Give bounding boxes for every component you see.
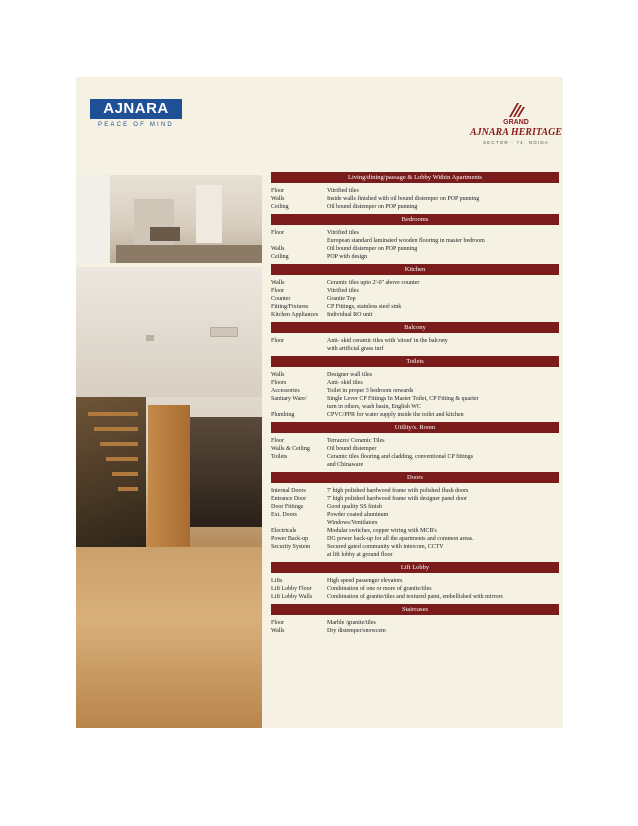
spec-label: Floor: [271, 338, 285, 344]
spec-label: Walls & Ceiling: [271, 446, 310, 452]
brand-emblem-icon: [509, 103, 525, 117]
section-header: Balcony: [271, 322, 559, 333]
spec-value: Single Lever CP Fittings In Master Toilet, CP Fitting & quarter: [327, 396, 479, 402]
spec-value: with artificial grass turf: [327, 346, 384, 352]
spec-row: [271, 187, 559, 195]
spec-value: Combination of one or more of granite/tiles: [327, 586, 432, 592]
spec-value: Granite Top: [327, 296, 356, 302]
spec-value: 7' high polished hardwood frame with polished flush doors: [327, 488, 469, 494]
spec-value: CP Fittings, stainless steel sink: [327, 304, 402, 310]
spec-value: Anti- skid tiles: [327, 380, 363, 386]
living-room-photo: [76, 175, 262, 263]
spec-label: Ext. Doors: [271, 512, 297, 518]
spec-row: [271, 577, 559, 585]
spec-row: [271, 519, 559, 527]
spec-row: [271, 279, 559, 287]
spec-row: [271, 295, 559, 303]
brand-name: AJNARA HERITAGE: [470, 127, 562, 138]
spec-label: Ceiling: [271, 204, 289, 210]
spec-value: Ceramic tiles flooring and cladding, conventional CP fittings: [327, 454, 474, 460]
spec-row: [271, 303, 559, 311]
spec-value: Toilet in proper 3 bedroom onwards: [327, 388, 414, 394]
logo-tagline: PEACE OF MIND: [98, 122, 174, 128]
spec-label: Lifts: [271, 578, 283, 584]
spec-label: Floor: [271, 230, 285, 236]
spec-row: [271, 345, 559, 353]
spec-value: Secured gated community with intercom, CCTV: [327, 544, 444, 550]
spec-row: [271, 503, 559, 511]
spec-value: Ceramic tiles upto 2'-0" above counter: [327, 280, 420, 286]
brochure-page: [76, 77, 563, 728]
spec-value: turn in others, wash basin, English WC: [327, 404, 421, 410]
interior-photos: [76, 175, 262, 728]
spec-label: Power Back-up: [271, 536, 309, 542]
spec-row: [271, 203, 559, 211]
spec-label: Kitchen Appliances: [271, 312, 319, 318]
spec-label: Plumbing: [271, 412, 295, 418]
brand-location: SECTOR - 74, NOIDA: [482, 140, 550, 145]
spec-value: Dry distemper/snowcem: [327, 628, 386, 634]
spec-row: [271, 237, 559, 245]
spec-value: Anti- skid ceramic tiles with 'sitout' in the balcony: [327, 338, 448, 344]
spec-row: [271, 453, 559, 461]
spec-value: Oil bound distemper on POP punning: [327, 246, 418, 252]
spec-value: Oil bound distemper on POP punning: [327, 204, 418, 210]
section-header: Kitchen: [271, 264, 559, 275]
spec-label: Floors: [271, 380, 287, 386]
spec-label: [271, 551, 327, 559]
spec-label: Accessories: [271, 388, 300, 394]
spec-value: POP with design: [327, 254, 368, 260]
spec-label: Counter: [271, 296, 291, 302]
spec-label: Sanitary Ware/: [271, 396, 307, 402]
spec-value: Inside walls finished with oil bound distemper on POP punning: [327, 196, 480, 202]
spec-label: Floor: [271, 438, 285, 444]
spec-label: Walls: [271, 196, 285, 202]
spec-row: [271, 245, 559, 253]
spec-label: [271, 345, 327, 353]
spec-row: [271, 551, 559, 559]
spec-row: [271, 593, 559, 601]
spec-row: [271, 627, 559, 635]
spec-value: CPVC/PPR for water supply inside the toilet and kitchen: [327, 412, 464, 418]
spec-value: DG power back-up for all the apartments and common areas.: [327, 536, 474, 542]
spec-row: [271, 371, 559, 379]
spec-label: Ceiling: [271, 254, 289, 260]
spec-row: [271, 487, 559, 495]
spec-label: Walls: [271, 372, 285, 378]
ajnara-logo: AJNARA: [90, 99, 182, 119]
spec-value: 7' high polished hardwood frame with designer panel door: [327, 496, 468, 502]
spec-label: Floor: [271, 620, 285, 626]
spec-row: [271, 511, 559, 519]
spec-label: Floor: [271, 188, 285, 194]
spec-label: [271, 237, 327, 245]
spec-label: [271, 403, 327, 411]
spec-value: Individual RO unit: [327, 312, 373, 318]
spec-row: [271, 253, 559, 261]
spec-row: [271, 527, 559, 535]
spec-value: Powder coated aluminum: [327, 512, 389, 518]
section-header: Toilets: [271, 356, 559, 367]
spec-row: [271, 229, 559, 237]
spec-value: High speed passenger elevators: [327, 578, 403, 584]
spec-label: Security System: [271, 544, 311, 550]
spec-row: [271, 379, 559, 387]
spec-row: [271, 445, 559, 453]
spec-value: at lift lobby at ground floor: [327, 552, 393, 558]
spec-row: [271, 337, 559, 345]
brand-grand: GRAND: [503, 119, 529, 126]
spec-label: Walls: [271, 246, 285, 252]
spec-row: [271, 437, 559, 445]
spec-label: Lift Lobby Walls: [271, 594, 313, 600]
spec-label: Door Fittings: [271, 504, 304, 510]
section-header: Living/dining/passage & Lobby Within Apartments: [271, 172, 559, 183]
spec-row: [271, 543, 559, 551]
spec-value: Vitrified tiles: [327, 288, 359, 294]
spec-label: Internal Doors: [271, 488, 306, 494]
spec-row: [271, 411, 559, 419]
spec-label: [271, 519, 327, 527]
spec-row: [271, 395, 559, 403]
spec-row: [271, 403, 559, 411]
spec-value: Designer wall tiles: [327, 372, 372, 378]
spec-label: Electricals: [271, 528, 297, 534]
spec-value: Vitrified tiles: [327, 188, 359, 194]
spec-row: [271, 461, 559, 469]
spec-label: Walls: [271, 280, 285, 286]
spec-row: [271, 311, 559, 319]
section-header: Utility/s. Room: [271, 422, 559, 433]
spec-label: Floor: [271, 288, 285, 294]
spec-value: and Chinaware: [327, 462, 364, 468]
spec-value: Good quality SS finish: [327, 504, 382, 510]
spec-row: [271, 585, 559, 593]
section-header: Lift Lobby: [271, 562, 559, 573]
staircase-hall-photo: [76, 267, 262, 728]
spec-row: [271, 619, 559, 627]
spec-row: [271, 535, 559, 543]
spec-row: [271, 495, 559, 503]
spec-value: Windows/Ventilators: [327, 520, 378, 526]
spec-value: Terrazzo/ Ceramic Tiles: [327, 438, 385, 444]
spec-label: Entrance Door: [271, 496, 307, 502]
section-header: Staircases: [271, 604, 559, 615]
spec-value: European standard laminated wooden flooring in master bedroom: [327, 238, 485, 244]
spec-value: Oil bound distemper: [327, 446, 377, 452]
spec-label: Toilets: [271, 454, 288, 460]
spec-label: [271, 461, 327, 469]
specifications-list: [271, 169, 559, 635]
spec-value: Combination of granite/tiles and textured paint, embellished with mirrors: [327, 594, 503, 600]
spec-value: Modular switches, copper wiring with MCB's: [327, 528, 437, 534]
spec-label: Walls: [271, 628, 285, 634]
spec-row: [271, 195, 559, 203]
section-header: Bedrooms: [271, 214, 559, 225]
spec-row: [271, 287, 559, 295]
spec-row: [271, 387, 559, 395]
spec-label: Fitting/Fixtures: [271, 304, 309, 310]
spec-value: Vitrified tiles: [327, 230, 359, 236]
spec-label: Lift Lobby Floor: [271, 586, 312, 592]
section-header: Doors: [271, 472, 559, 483]
spec-value: Marble /granite/tiles: [327, 620, 376, 626]
